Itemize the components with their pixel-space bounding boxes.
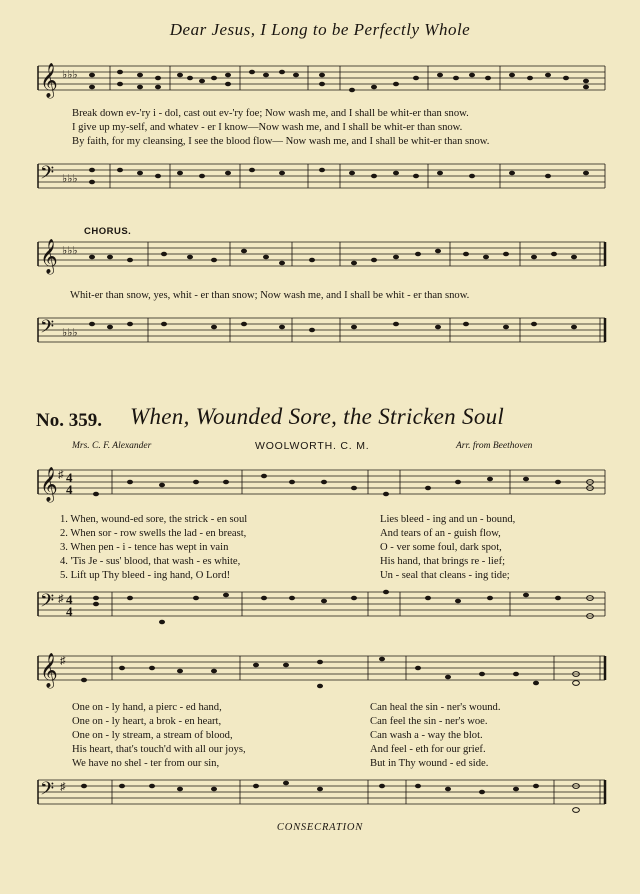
staff-treble-3-svg — [30, 464, 610, 506]
staff-treble-3 — [30, 464, 610, 506]
svg-text:♭♭♭: ♭♭♭ — [62, 69, 78, 81]
staff-bass-1-svg — [30, 160, 610, 200]
staff-treble-4-svg — [30, 650, 610, 694]
chorus-label: CHORUS. — [84, 226, 132, 237]
verse-2-line-a: 2. When sor - row swells the lad - en breast, — [60, 528, 247, 539]
top-verse-3: By faith, for my cleansing, I see the blood flow— Now wash me, and I shall be whit-er than snow. — [72, 136, 490, 147]
svg-text:𝄢: 𝄢 — [40, 590, 55, 615]
staff-treble-1 — [30, 62, 610, 102]
verse-1-line-c: One on - ly hand, a pierc - ed hand, — [72, 702, 222, 713]
svg-text:♯: ♯ — [60, 655, 66, 667]
svg-text:4: 4 — [66, 470, 73, 485]
staff-treble-chorus-svg — [30, 238, 610, 278]
hymn-arranger: Arr. from Beethoven — [456, 441, 533, 451]
svg-text:♭♭♭: ♭♭♭ — [62, 173, 78, 185]
verse-1-line-a: 1. When, wound-ed sore, the strick - en soul — [60, 514, 248, 525]
svg-text:4: 4 — [66, 482, 73, 497]
staff-treble-chorus — [30, 238, 610, 278]
staff-treble-4 — [30, 650, 610, 694]
verse-1-line-b: Lies bleed - ing and un - bound, — [380, 514, 516, 525]
verse-2-line-d: Can feel the sin - ner's woe. — [370, 716, 488, 727]
verse-5-line-a: 5. Lift up Thy bleed - ing hand, O Lord! — [60, 570, 231, 581]
hymn-tune: WOOLWORTH. C. M. — [255, 440, 370, 452]
verse-3-line-d: Can wash a - way the blot. — [370, 730, 483, 741]
chorus-lyric: Whit-er than snow, yes, whit - er than snow; Now wash me, and I shall be whit - er than snow. — [70, 290, 470, 301]
svg-text:𝄢: 𝄢 — [40, 162, 55, 187]
top-verse-2: I give up my-self, and whatev - er I know—Now wash me, and I shall be whit-er than snow. — [72, 122, 463, 133]
verse-3-line-c: One on - ly stream, a stream of blood, — [72, 730, 233, 741]
verse-5-line-b: Un - seal that cleans - ing tide; — [380, 570, 510, 581]
svg-text:4: 4 — [66, 604, 73, 619]
staff-bass-chorus — [30, 314, 610, 354]
verse-4-line-d: And feel - eth for our grief. — [370, 744, 486, 755]
top-verse-1: Break down ev-'ry i - dol, cast out ev-'ry foe; Now wash me, and I shall be whit-er than snow. — [72, 108, 469, 119]
staff-bass-3-svg — [30, 586, 610, 630]
svg-text:𝄞: 𝄞 — [40, 64, 58, 97]
top-hymn-title: Dear Jesus, I Long to be Perfectly Whole — [169, 20, 471, 39]
verse-1-line-d: Can heal the sin - ner's wound. — [370, 702, 501, 713]
hymn-author: Mrs. C. F. Alexander — [72, 441, 152, 451]
svg-text:𝄞: 𝄞 — [40, 654, 58, 687]
svg-text:𝄞: 𝄞 — [40, 468, 58, 501]
staff-bass-4 — [30, 774, 610, 818]
verse-4-line-c: His heart, that's touch'd with all our joys, — [72, 744, 246, 755]
verse-3-line-b: O - ver some foul, dark spot, — [380, 542, 502, 553]
svg-text:♯: ♯ — [58, 593, 64, 605]
verse-5-line-c: We have no shel - ter from our sin, — [72, 758, 220, 769]
verse-2-line-c: One on - ly heart, a brok - en heart, — [72, 716, 222, 727]
svg-text:4: 4 — [66, 592, 73, 607]
hymn-number: No. 359. — [36, 410, 102, 431]
staff-bass-1 — [30, 160, 610, 200]
verse-5-line-d: But in Thy wound - ed side. — [370, 758, 489, 769]
svg-text:𝄢: 𝄢 — [40, 778, 55, 803]
verse-3-line-a: 3. When pen - i - tence has wept in vain — [60, 542, 229, 553]
verse-4-line-b: His hand, that brings re - lief; — [380, 556, 506, 567]
staff-bass-3 — [30, 586, 610, 630]
staff-treble-1-svg — [30, 62, 610, 102]
svg-text:𝄞: 𝄞 — [40, 240, 58, 273]
svg-text:𝄢: 𝄢 — [40, 316, 55, 341]
staff-bass-4-svg — [30, 774, 610, 818]
staff-bass-chorus-svg — [30, 314, 610, 354]
verse-4-line-a: 4. 'Tis Je - sus' blood, that wash - es white, — [60, 556, 241, 567]
footer-section-label: CONSECRATION — [276, 822, 364, 833]
svg-text:♭♭♭: ♭♭♭ — [62, 245, 78, 257]
hymn-title: When, Wounded Sore, the Stricken Soul — [130, 404, 505, 429]
svg-text:♭♭♭: ♭♭♭ — [62, 327, 78, 339]
verse-2-line-b: And tears of an - guish flow, — [380, 528, 501, 539]
svg-text:♯: ♯ — [60, 781, 66, 793]
svg-text:♯: ♯ — [58, 469, 64, 481]
